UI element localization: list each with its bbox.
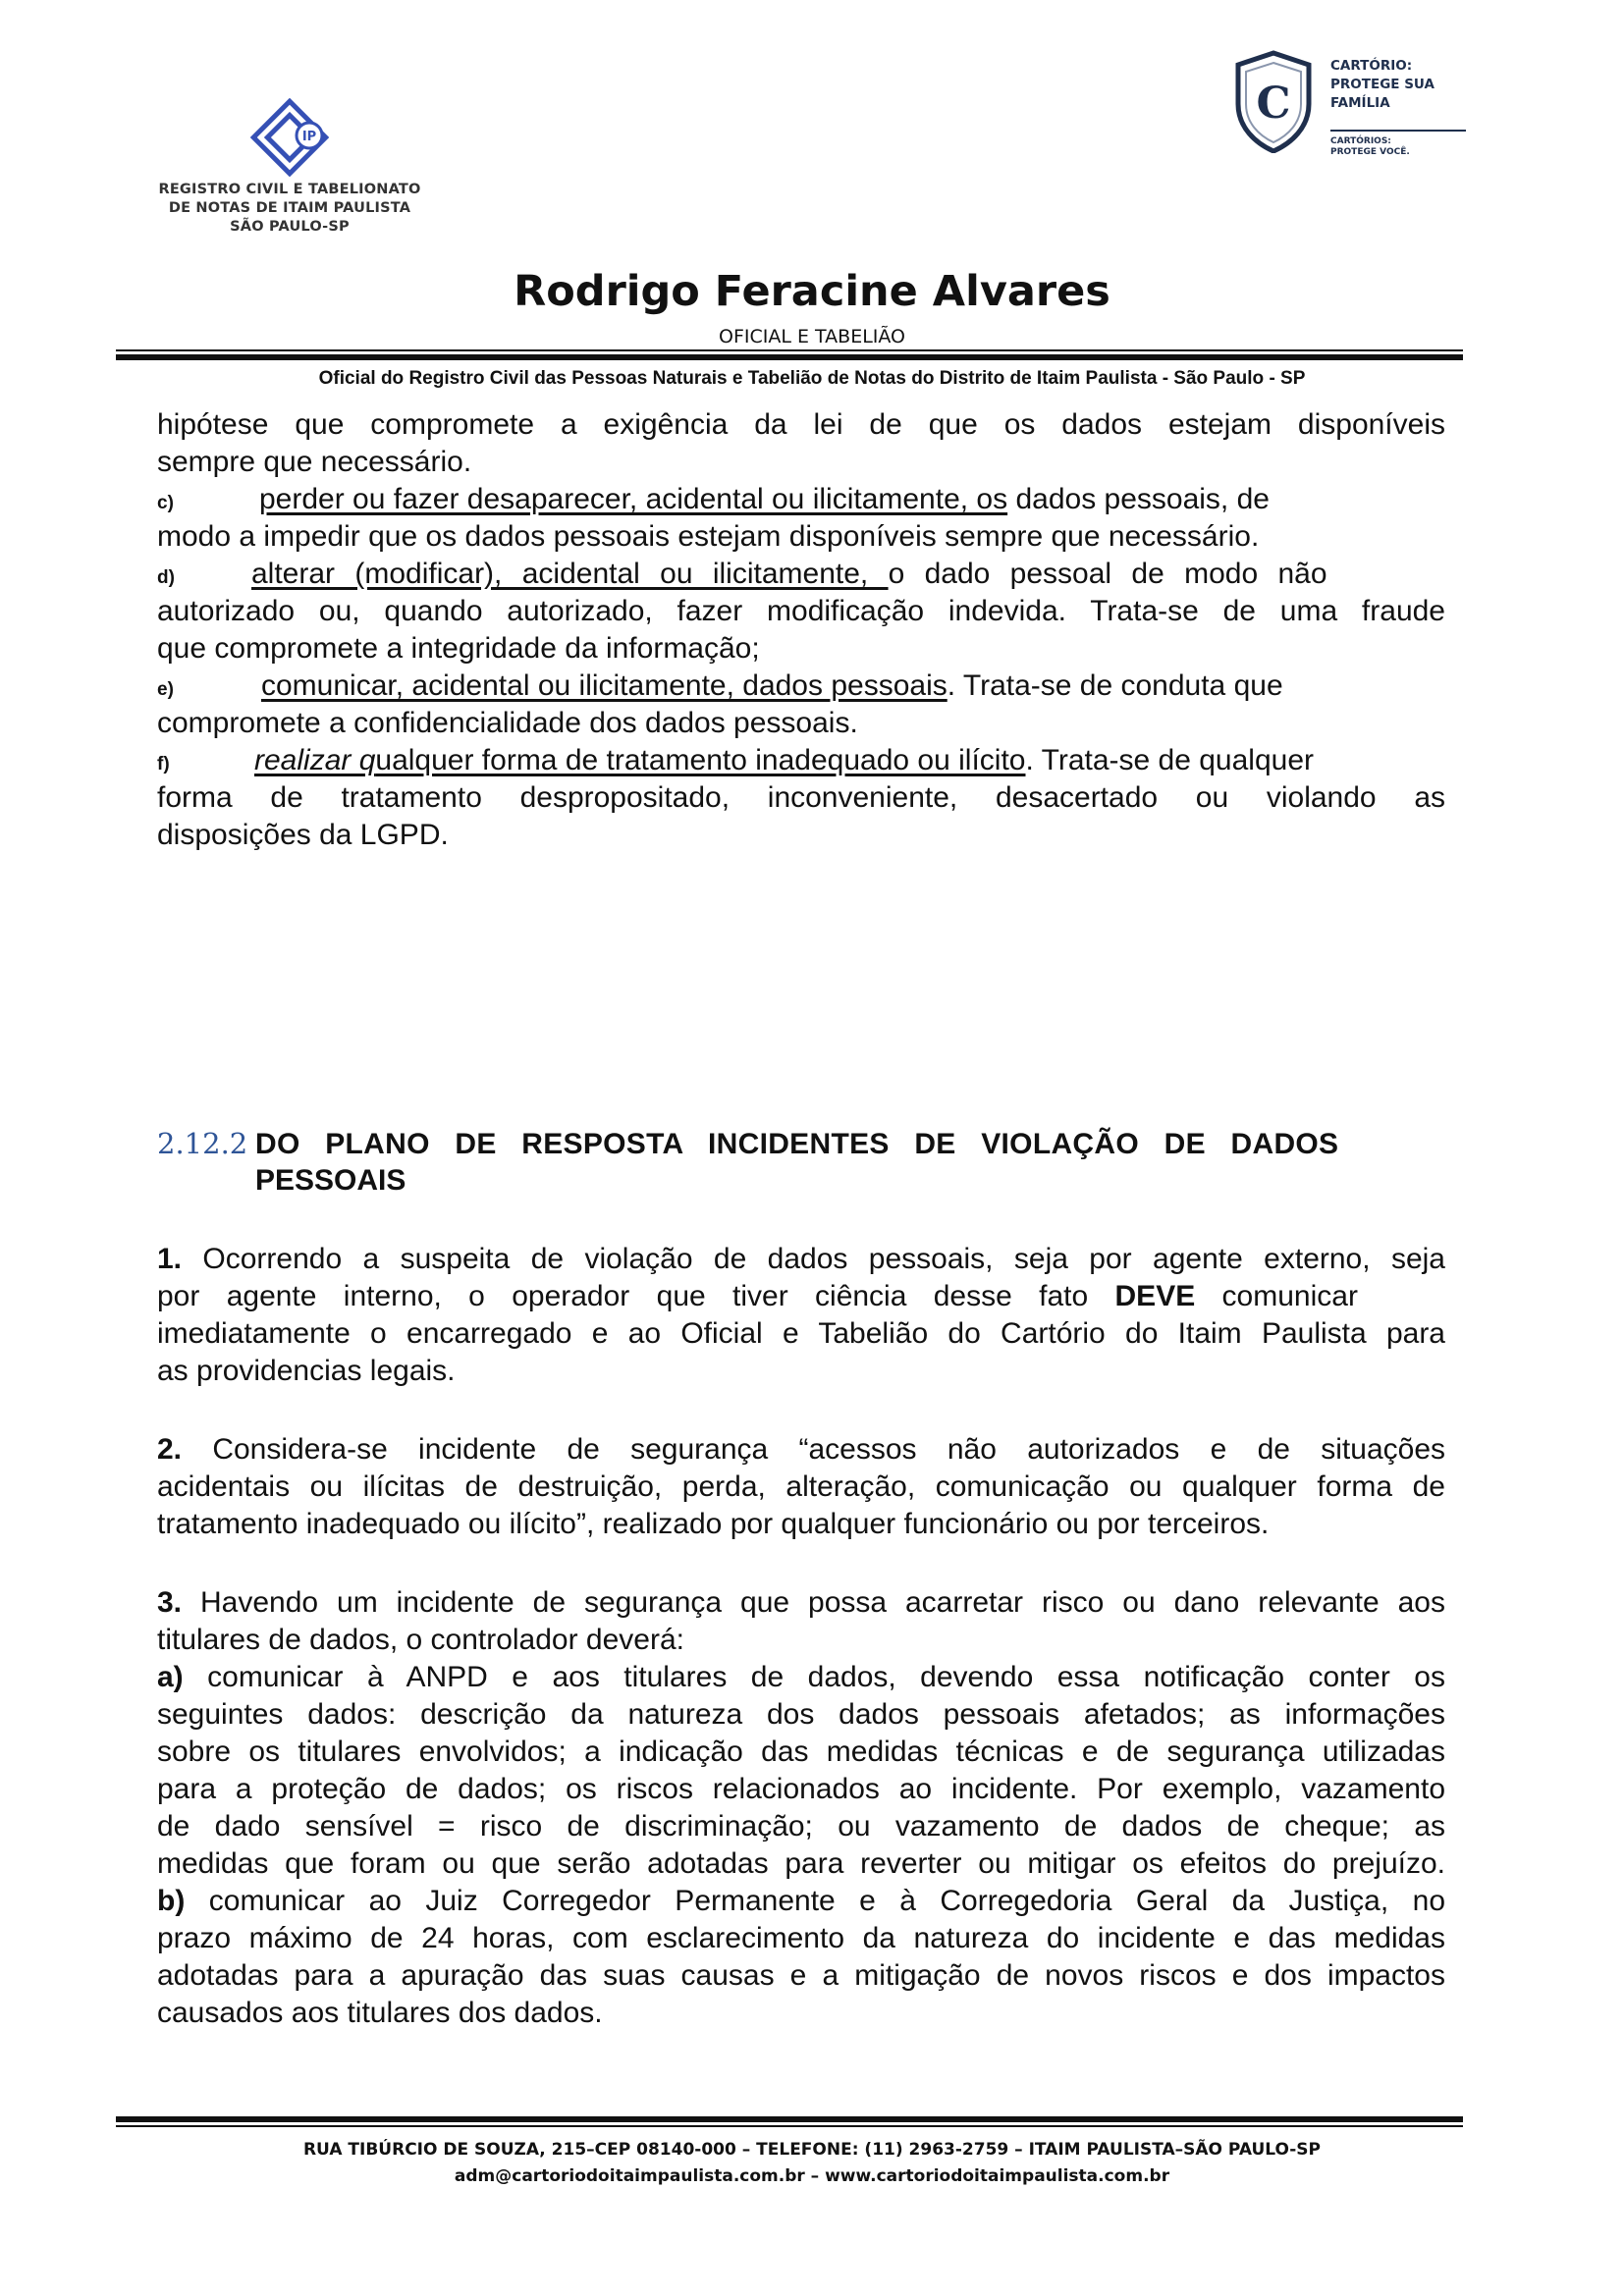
item-marker: a) (157, 1661, 184, 1693)
underlined-text: comunicar, acidental ou ilicitamente, dados pessoais (261, 669, 947, 702)
paragraph-3-line (157, 1584, 1445, 1622)
text: sempre que necessário. (157, 446, 472, 478)
officer-role: OFICIAL E TABELIÃO (719, 326, 905, 347)
emphasis: DEVE (1114, 1280, 1196, 1312)
header-subtitle: Oficial do Registro Civil das Pessoas Naturais e Tabelião de Notas do Distrito de Itaim Paulista - São Paulo - SP (318, 368, 1306, 389)
paragraph-number: 3. (157, 1586, 183, 1619)
svg-text:C: C (1256, 79, 1291, 129)
body-line (157, 406, 1445, 444)
registry-line-3: SÃO PAULO-SP (230, 219, 350, 235)
text: imediatamente o encarregado e ao Oficial e Tabelião do Cartório do Itaim Paulista para (157, 1317, 1445, 1350)
item-marker: b) (157, 1885, 186, 1917)
text: causados aos titulares dos dados. (157, 1997, 603, 2029)
text: . Trata-se de qualquer (1025, 744, 1315, 776)
cartorio-badge (1232, 49, 1468, 167)
body-line (157, 817, 1445, 854)
item-c-line (157, 481, 1445, 518)
body-line (157, 1622, 1445, 1659)
section-title: DO PLANO DE RESPOSTA INCIDENTES DE VIOLAÇÃO DE DADOS (255, 1128, 1339, 1160)
paragraph-number: 2. (157, 1433, 183, 1466)
header-rule-thick (116, 354, 1463, 360)
text: para a proteção de dados; os riscos relacionados ao incidente. Por exemplo, vazamento (157, 1773, 1445, 1805)
text: seguintes dados: descrição da natureza dos dados pessoais afetados; as informações (157, 1698, 1445, 1731)
body-line (157, 444, 1445, 481)
body-line (157, 1995, 1445, 2032)
text: hipótese que compromete a exigência da lei de que os dados estejam disponíveis (157, 408, 1445, 441)
registry-logo-icon (250, 98, 329, 177)
item-e-line (157, 667, 1445, 705)
badge-title (1330, 57, 1435, 113)
badge-subtitle (1330, 136, 1410, 158)
body-line (157, 593, 1445, 630)
text: as providencias legais. (157, 1355, 456, 1387)
text: autorizado ou, quando autorizado, fazer modificação indevida. Trata-se de uma fraude (157, 595, 1445, 627)
body-line (157, 1920, 1445, 1957)
badge-line-1: CARTÓRIO: (1330, 58, 1413, 74)
text: acidentais ou ilícitas de destruição, perda, alteração, comunicação ou qualquer forma de (157, 1470, 1445, 1503)
badge-divider (1330, 130, 1466, 132)
badge-line-2: PROTEGE SUA (1330, 77, 1435, 92)
body-line (157, 1808, 1445, 1845)
registry-logo (250, 98, 329, 177)
body-line (157, 1468, 1445, 1506)
text: tratamento inadequado ou ilícito”, realizado por qualquer funcionário ou por terceiros. (157, 1508, 1270, 1540)
footer-rule-thin (116, 2125, 1463, 2127)
registry-line-1: REGISTRO CIVIL E TABELIONATO (158, 182, 421, 197)
item-d-line (157, 556, 1445, 593)
body-line (157, 1771, 1445, 1808)
badge-sub-line-2: PROTEGE VOCÊ. (1330, 147, 1410, 157)
body-line (157, 1957, 1445, 1995)
svg-text:IP: IP (301, 130, 317, 144)
badge-sub-line-1: CARTÓRIOS: (1330, 136, 1391, 146)
section-heading (157, 1125, 1445, 1162)
text: por agente interno, o operador que tiver ciência desse fato (157, 1280, 1115, 1312)
footer-address: RUA TIBÚRCIO DE SOUZA, 215–CEP 08140-000 – TELEFONE: (11) 2963-2759 – ITAIM PAULISTA–SÃO PAULO-SP (302, 2140, 1322, 2160)
text: comunicar ao Juiz Corregedor Permanente e à Corregedoria Geral da Justiça, no (185, 1885, 1445, 1917)
text: que compromete a integridade da informação; (157, 632, 760, 665)
body-line (157, 705, 1445, 742)
text: compromete a confidencialidade dos dados pessoais. (157, 707, 858, 739)
paragraph-2-line (157, 1431, 1445, 1468)
underlined-text: alterar (modificar), acidental ou ilicitamente, (251, 558, 889, 590)
officer-name: Rodrigo Feracine Alvares (514, 267, 1110, 316)
text: comunicar à ANPD e aos titulares de dados, devendo essa notificação conter os (183, 1661, 1445, 1693)
body-line (157, 1506, 1445, 1543)
underlined-text: ualquer forma de tratamento inadequado ou ilícito (375, 744, 1026, 776)
section-number: 2.12.2 (157, 1127, 248, 1160)
text: comunicar (1195, 1280, 1358, 1312)
body-line (157, 518, 1445, 556)
body-line (157, 630, 1445, 667)
text: PESSOAIS (255, 1164, 406, 1197)
body-line (157, 1734, 1445, 1771)
cartorio-shield-icon (1232, 49, 1315, 153)
paragraph-number: 1. (157, 1243, 183, 1275)
text: titulares de dados, o controlador deverá: (157, 1624, 684, 1656)
text: medidas que foram ou que serão adotadas para reverter ou mitigar os efeitos do prejuízo. (157, 1847, 1445, 1880)
item-b-line (157, 1883, 1445, 1920)
text: Ocorrendo a suspeita de violação de dados pessoais, seja por agente externo, seja (182, 1243, 1445, 1275)
body-line (157, 1353, 1445, 1390)
text: Havendo um incidente de segurança que possa acarretar risco ou dano relevante aos (182, 1586, 1445, 1619)
item-f-line (157, 742, 1445, 779)
registry-line-2: DE NOTAS DE ITAIM PAULISTA (168, 200, 411, 216)
text: sobre os titulares envolvidos; a indicação das medidas técnicas e de segurança utilizadas (157, 1735, 1445, 1768)
text: o dado pessoal de modo não (888, 558, 1327, 590)
text: adotadas para a apuração das suas causas e a mitigação de novos riscos e dos impactos (157, 1959, 1445, 1992)
body-line (157, 1696, 1445, 1734)
text: forma de tratamento despropositado, inconveniente, desacertado ou violando as (157, 781, 1445, 814)
body-line (157, 1315, 1445, 1353)
header-rule-thin (116, 349, 1463, 351)
text: dados pessoais, de (1007, 483, 1270, 515)
item-marker: c) (157, 493, 174, 513)
footer-rule-thick (116, 2116, 1463, 2122)
text: . Trata-se de conduta que (947, 669, 1283, 702)
text: disposições da LGPD. (157, 819, 449, 851)
text: modo a impedir que os dados pessoais estejam disponíveis sempre que necessário. (157, 520, 1260, 553)
italic-underlined-text: realizar q (254, 744, 376, 776)
text: prazo máximo de 24 horas, com esclarecimento da natureza do incidente e das medidas (157, 1922, 1445, 1954)
text: Considera-se incidente de segurança “acessos não autorizados e de situações (182, 1433, 1445, 1466)
badge-line-3: FAMÍLIA (1330, 95, 1390, 111)
body-line (157, 1278, 1445, 1315)
item-marker: d) (157, 567, 175, 588)
item-marker: f) (157, 754, 170, 774)
text: de dado sensível = risco de discriminação; ou vazamento de dados de cheque; as (157, 1810, 1445, 1842)
underlined-text: perder ou fazer desaparecer, acidental ou ilicitamente, os (259, 483, 1008, 515)
item-a-line (157, 1659, 1445, 1696)
footer-contact: adm@cartoriodoitaimpaulista.com.br – www.cartoriodoitaimpaulista.com.br (454, 2166, 1170, 2186)
item-marker: e) (157, 679, 174, 700)
registry-logo-text (147, 181, 432, 237)
paragraph-1-line (157, 1241, 1445, 1278)
body-line (157, 1845, 1445, 1883)
section-title-cont (255, 1162, 1445, 1200)
body-line (157, 779, 1445, 817)
